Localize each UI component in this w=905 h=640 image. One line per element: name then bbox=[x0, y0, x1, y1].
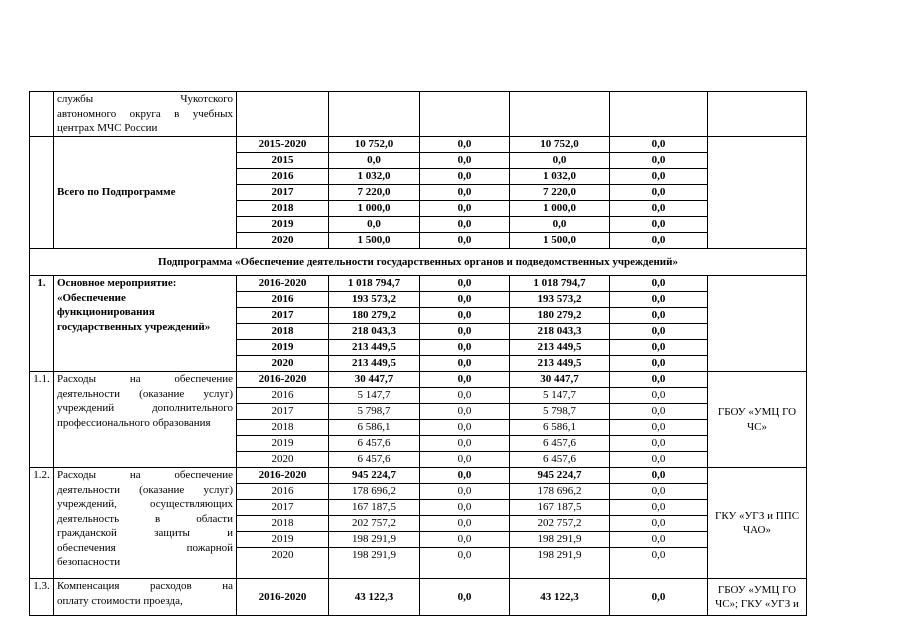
num-cell: 1.1. bbox=[30, 372, 54, 468]
value-cell: 0,0 bbox=[420, 516, 510, 532]
value-cell: 1 000,0 bbox=[510, 201, 610, 217]
value-cell: 202 757,2 bbox=[329, 516, 420, 532]
num-cell: 1.2. bbox=[30, 468, 54, 579]
period-cell: 2016-2020 bbox=[237, 276, 329, 292]
value-cell: 0,0 bbox=[610, 579, 708, 616]
num-cell bbox=[30, 92, 54, 137]
value-cell: 5 147,7 bbox=[510, 388, 610, 404]
period-cell: 2019 bbox=[237, 532, 329, 548]
value-cell: 0,0 bbox=[420, 436, 510, 452]
value-cell: 0,0 bbox=[420, 169, 510, 185]
name-line: безопасности bbox=[57, 556, 121, 568]
name-line: государственных учреждений» bbox=[57, 320, 211, 333]
value-cell: 193 573,2 bbox=[510, 292, 610, 308]
value-cell: 0,0 bbox=[420, 372, 510, 388]
value-cell: 0,0 bbox=[610, 532, 708, 548]
period-cell: 2019 bbox=[237, 340, 329, 356]
value-cell: 1 032,0 bbox=[329, 169, 420, 185]
period-cell: 2016 bbox=[237, 292, 329, 308]
executor-cell: ГКУ «УГЗ и ППС ЧАО» bbox=[708, 468, 807, 579]
value-cell: 7 220,0 bbox=[510, 185, 610, 201]
name-line: гражданской защиты и bbox=[57, 527, 233, 539]
value-cell: 0,0 bbox=[610, 308, 708, 324]
value-cell: 0,0 bbox=[420, 185, 510, 201]
value-cell: 0,0 bbox=[420, 484, 510, 500]
name-line: обеспечения пожарной bbox=[57, 541, 233, 554]
executor-cell: ГБОУ «УМЦ ГО ЧС»; ГКУ «УГЗ и bbox=[708, 579, 807, 616]
value-cell: 30 447,7 bbox=[510, 372, 610, 388]
period-cell: 2020 bbox=[237, 356, 329, 372]
value-cell: 193 573,2 bbox=[329, 292, 420, 308]
value-cell: 0,0 bbox=[610, 340, 708, 356]
value-cell: 0,0 bbox=[610, 436, 708, 452]
value-cell: 1 018 794,7 bbox=[329, 276, 420, 292]
value-cell: 30 447,7 bbox=[329, 372, 420, 388]
value-cell: 6 457,6 bbox=[329, 452, 420, 468]
executor-cell bbox=[708, 92, 807, 137]
value-cell: 43 122,3 bbox=[329, 579, 420, 616]
value-cell: 5 147,7 bbox=[329, 388, 420, 404]
period-cell: 2016 bbox=[237, 169, 329, 185]
value-cell: 0,0 bbox=[610, 372, 708, 388]
value-cell: 0,0 bbox=[610, 217, 708, 233]
value-cell: 0,0 bbox=[610, 500, 708, 516]
table-row bbox=[30, 468, 807, 484]
value-cell: 0,0 bbox=[610, 388, 708, 404]
value-cell: 0,0 bbox=[420, 340, 510, 356]
value-cell: 0,0 bbox=[420, 452, 510, 468]
value-cell: 6 586,1 bbox=[329, 420, 420, 436]
period-cell: 2016-2020 bbox=[237, 579, 329, 616]
value-cell: 0,0 bbox=[610, 292, 708, 308]
name-line: Расходы на обеспечение bbox=[57, 469, 233, 481]
num-cell bbox=[30, 137, 54, 249]
value-cell: 1 000,0 bbox=[329, 201, 420, 217]
value-cell: 0,0 bbox=[610, 516, 708, 532]
measure-name-cell bbox=[54, 276, 237, 372]
executor-cell bbox=[708, 276, 807, 372]
name-line: «Обеспечение bbox=[57, 291, 126, 304]
value-cell: 198 291,9 bbox=[329, 532, 420, 548]
period-cell: 2016-2020 bbox=[237, 468, 329, 484]
value-cell: 0,0 bbox=[610, 169, 708, 185]
value-cell: 0,0 bbox=[510, 217, 610, 233]
value-cell: 6 457,6 bbox=[510, 436, 610, 452]
value-cell: 1 032,0 bbox=[510, 169, 610, 185]
value-cell: 10 752,0 bbox=[329, 137, 420, 153]
value-cell: 0,0 bbox=[420, 404, 510, 420]
value-cell: 178 696,2 bbox=[510, 484, 610, 500]
table-row bbox=[30, 276, 807, 292]
value-cell: 0,0 bbox=[420, 308, 510, 324]
period-cell: 2018 bbox=[237, 420, 329, 436]
value-cell: 5 798,7 bbox=[510, 404, 610, 420]
period-cell: 2016-2020 bbox=[237, 372, 329, 388]
value-cell: 213 449,5 bbox=[510, 356, 610, 372]
value-cell: 180 279,2 bbox=[510, 308, 610, 324]
period-cell: 2020 bbox=[237, 233, 329, 249]
measure-name-cell bbox=[54, 579, 237, 616]
name-line: оплату стоимости проезда, bbox=[57, 594, 183, 607]
value-cell: 178 696,2 bbox=[329, 484, 420, 500]
value-cell: 0,0 bbox=[420, 324, 510, 340]
period-cell: 2016 bbox=[237, 484, 329, 500]
value-cell: 0,0 bbox=[420, 579, 510, 616]
value-cell: 0,0 bbox=[420, 217, 510, 233]
value-cell: 0,0 bbox=[420, 201, 510, 217]
value-cell: 213 449,5 bbox=[510, 340, 610, 356]
value-cell: 0,0 bbox=[329, 153, 420, 169]
value-cell: 0,0 bbox=[610, 201, 708, 217]
period-cell: 2015 bbox=[237, 153, 329, 169]
value-cell: 0,0 bbox=[420, 292, 510, 308]
name-line: Основное мероприятие: bbox=[57, 277, 177, 289]
subprogram-title: Подпрограмма «Обеспечение деятельности государственных органов и подведомственных учреждений» bbox=[30, 249, 807, 276]
value-cell: 0,0 bbox=[610, 468, 708, 484]
period-cell: 2020 bbox=[237, 548, 329, 579]
name-line: деятельность в области bbox=[57, 512, 233, 525]
value-cell: 198 291,9 bbox=[510, 532, 610, 548]
value-cell: 0,0 bbox=[610, 137, 708, 153]
value-cell: 945 224,7 bbox=[510, 468, 610, 484]
name-line: деятельности (оказание услуг) bbox=[57, 387, 233, 400]
measure-name-cell bbox=[54, 468, 237, 579]
value-cell: 0,0 bbox=[610, 548, 708, 579]
name-line: службы Чукотского bbox=[57, 93, 233, 105]
executor-cell bbox=[708, 137, 807, 249]
period-cell: 2018 bbox=[237, 516, 329, 532]
value-cell bbox=[610, 92, 708, 137]
value-cell: 0,0 bbox=[610, 420, 708, 436]
name-line: учреждений, осуществляющих bbox=[57, 498, 233, 510]
name-line: автономного округа в учебных bbox=[57, 107, 233, 120]
num-cell: 1.3. bbox=[30, 579, 54, 616]
value-cell: 1 500,0 bbox=[510, 233, 610, 249]
value-cell bbox=[329, 92, 420, 137]
executor-cell: ГБОУ «УМЦ ГО ЧС» bbox=[708, 372, 807, 468]
value-cell: 0,0 bbox=[610, 452, 708, 468]
value-cell: 180 279,2 bbox=[329, 308, 420, 324]
value-cell bbox=[420, 92, 510, 137]
period-cell: 2017 bbox=[237, 500, 329, 516]
value-cell: 0,0 bbox=[420, 233, 510, 249]
value-cell: 198 291,9 bbox=[329, 548, 420, 579]
value-cell: 6 457,6 bbox=[329, 436, 420, 452]
value-cell: 0,0 bbox=[610, 484, 708, 500]
period-cell bbox=[237, 92, 329, 137]
table-row bbox=[30, 137, 807, 153]
value-cell: 0,0 bbox=[420, 153, 510, 169]
value-cell: 167 187,5 bbox=[510, 500, 610, 516]
measure-name-cell bbox=[54, 372, 237, 468]
table-row bbox=[30, 372, 807, 388]
value-cell: 0,0 bbox=[420, 356, 510, 372]
name-line: профессионального образования bbox=[57, 416, 211, 429]
period-cell: 2017 bbox=[237, 308, 329, 324]
value-cell: 218 043,3 bbox=[510, 324, 610, 340]
period-cell: 2020 bbox=[237, 452, 329, 468]
value-cell: 0,0 bbox=[610, 324, 708, 340]
value-cell: 0,0 bbox=[610, 404, 708, 420]
period-cell: 2018 bbox=[237, 201, 329, 217]
value-cell: 0,0 bbox=[420, 468, 510, 484]
value-cell: 43 122,3 bbox=[510, 579, 610, 616]
period-cell: 2017 bbox=[237, 185, 329, 201]
value-cell: 0,0 bbox=[420, 532, 510, 548]
value-cell: 202 757,2 bbox=[510, 516, 610, 532]
value-cell: 0,0 bbox=[610, 276, 708, 292]
value-cell: 945 224,7 bbox=[329, 468, 420, 484]
table-row bbox=[30, 249, 807, 276]
period-cell: 2019 bbox=[237, 436, 329, 452]
name-line: Расходы на обеспечение bbox=[57, 373, 233, 385]
value-cell: 198 291,9 bbox=[510, 548, 610, 579]
total-label: Всего по Подпрограмме bbox=[54, 137, 237, 249]
name-line: функционирования bbox=[57, 306, 155, 318]
value-cell: 0,0 bbox=[329, 217, 420, 233]
table-row bbox=[30, 579, 807, 616]
value-cell: 1 018 794,7 bbox=[510, 276, 610, 292]
value-cell: 0,0 bbox=[610, 233, 708, 249]
name-line: деятельности (оказание услуг) bbox=[57, 483, 233, 496]
value-cell: 0,0 bbox=[420, 500, 510, 516]
period-cell: 2018 bbox=[237, 324, 329, 340]
value-cell: 213 449,5 bbox=[329, 356, 420, 372]
value-cell: 0,0 bbox=[420, 137, 510, 153]
value-cell: 167 187,5 bbox=[329, 500, 420, 516]
num-cell: 1. bbox=[30, 276, 54, 372]
value-cell: 10 752,0 bbox=[510, 137, 610, 153]
value-cell: 0,0 bbox=[610, 356, 708, 372]
name-line: Компенсация расходов на bbox=[57, 580, 233, 592]
value-cell: 0,0 bbox=[420, 276, 510, 292]
value-cell: 6 586,1 bbox=[510, 420, 610, 436]
budget-table bbox=[29, 91, 807, 616]
period-cell: 2019 bbox=[237, 217, 329, 233]
value-cell: 0,0 bbox=[420, 548, 510, 579]
measure-name-cell bbox=[54, 92, 237, 137]
value-cell: 0,0 bbox=[610, 153, 708, 169]
value-cell: 0,0 bbox=[420, 388, 510, 404]
value-cell: 7 220,0 bbox=[329, 185, 420, 201]
value-cell bbox=[510, 92, 610, 137]
period-cell: 2017 bbox=[237, 404, 329, 420]
value-cell: 218 043,3 bbox=[329, 324, 420, 340]
period-cell: 2015-2020 bbox=[237, 137, 329, 153]
name-line: учреждений дополнительного bbox=[57, 402, 233, 414]
name-line: центрах МЧС России bbox=[57, 122, 158, 134]
value-cell: 0,0 bbox=[510, 153, 610, 169]
value-cell: 1 500,0 bbox=[329, 233, 420, 249]
value-cell: 213 449,5 bbox=[329, 340, 420, 356]
table-row bbox=[30, 92, 807, 137]
value-cell: 0,0 bbox=[610, 185, 708, 201]
period-cell: 2016 bbox=[237, 388, 329, 404]
value-cell: 5 798,7 bbox=[329, 404, 420, 420]
value-cell: 0,0 bbox=[420, 420, 510, 436]
value-cell: 6 457,6 bbox=[510, 452, 610, 468]
